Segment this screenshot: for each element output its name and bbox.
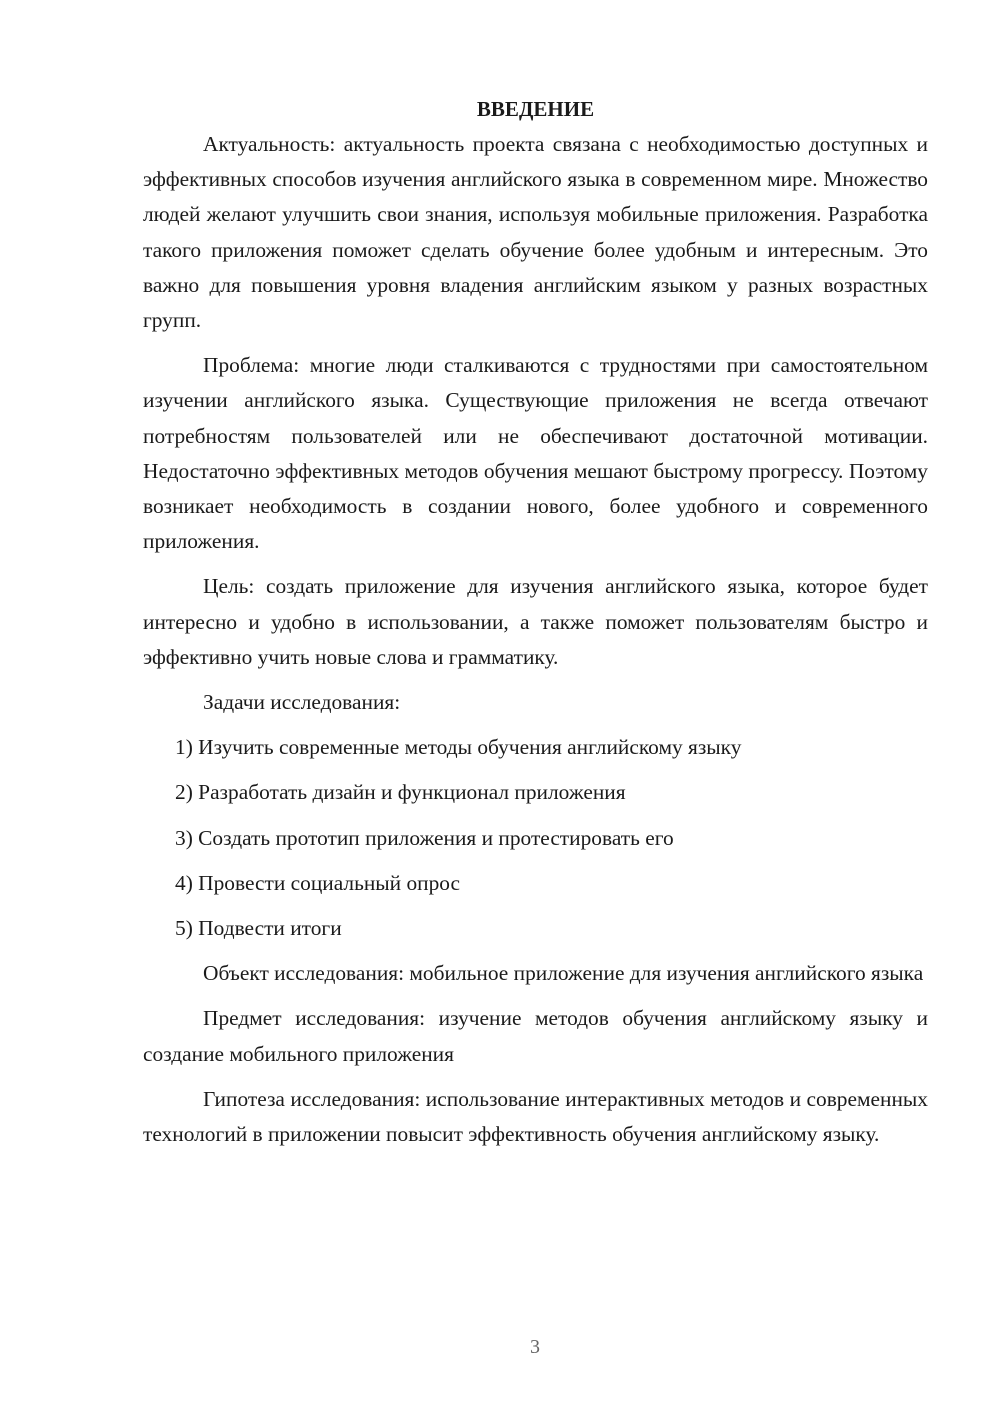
list-item: 4) Провести социальный опрос	[175, 870, 461, 895]
paragraph-object: Объект исследования: мобильное приложение для изучения английского языка	[203, 961, 924, 986]
paragraph-hypothesis: Гипотеза исследования: использование интерактивных методов и современных технологий в приложении повысит эффективность обучения английскому языку.	[143, 1086, 928, 1147]
paragraph-relevance: Актуальность: актуальность проекта связана с необходимостью доступных и эффективных способов изучения английского языка в современном мире. Множество людей желают улучшить свои знания, используя мобильные приложения. Разработка такого приложения поможет сделать обучение более удобным и интересным. Это важно для повышения уровня владения английским языком у разных возрастных групп.	[143, 132, 928, 333]
paragraph-subject: Предмет исследования: изучение методов обучения английскому языку и создание мобильного приложения	[143, 1006, 928, 1066]
list-item: 5) Подвести итоги	[175, 916, 342, 941]
section-title: ВВЕДЕНИЕ	[476, 97, 595, 121]
tasks-list	[143, 730, 928, 946]
list-item: 3) Создать прототип приложения и протестировать его	[175, 825, 674, 850]
paragraph-goal: Цель: создать приложение для изучения английского языка, которое будет интересно и удобно в использовании, а также поможет пользователям быстро и эффективно учить новые слова и грамматику.	[143, 574, 928, 669]
document-page	[143, 92, 928, 1162]
page-number: 3	[530, 1336, 540, 1358]
list-item: 2) Разработать дизайн и функционал приложения	[175, 780, 626, 805]
list-item: 1) Изучить современные методы обучения английскому языку	[175, 735, 742, 760]
paragraph-problem: Проблема: многие люди сталкиваются с трудностями при самостоятельном изучении английского языка. Существующие приложения не всегда отвечают потребностям пользователей или не обеспечивают достаточной мотивации. Недостаточно эффективных методов обучения мешают быстрому прогрессу. Поэтому возникает необходимость в создании нового, более удобного и современного приложения.	[143, 353, 928, 554]
tasks-heading: Задачи исследования:	[203, 690, 401, 715]
